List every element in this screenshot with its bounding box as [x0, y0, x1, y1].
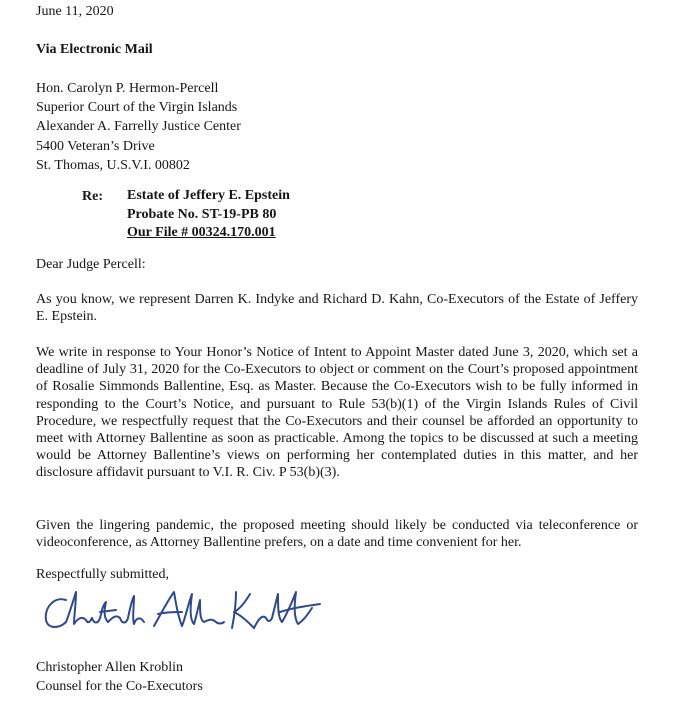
recipient-city: St. Thomas, U.S.V.I. 00802 [36, 157, 190, 173]
re-estate: Estate of Jeffery E. Epstein [127, 188, 290, 203]
paragraph-3: Given the lingering pandemic, the proposed meeting should likely be conducted via teleconference or videoconference, as Attorney Ballentine prefers, on a date and time convenient for her. [36, 518, 638, 551]
signer-title: Counsel for the Co-Executors [36, 679, 203, 694]
delivery-method: Via Electronic Mail [36, 42, 153, 57]
paragraph-2: We write in response to Your Honor’s Notice of Intent to Appoint Master dated June 3, 2020, which set a deadline of July 31, 2020 for the Co-Executors to object or comment on the Court’s proposed appointment of Rosalie Simmonds Ballentine, Esq. as Master. Because the Co-Executors wish to be fully informed in responding to the Court’s Notice, and pursuant to Rule 53(b)(1) of the Virgin Islands Rules of Civil Procedure, we respectfully request that the Co-Executors and their counsel be afforded an opportunity to meet with Attorney Ballentine as soon as practicable. Among the topics to be discussed at such a meeting would be Attorney Ballentine’s views on performing her contemplated duties in this matter, and her disclosure affidavit pursuant to V.I. R. Civ. P 53(b)(3). [36, 345, 638, 481]
signer-block [36, 658, 203, 696]
letter-date: June 11, 2020 [36, 4, 114, 19]
recipient-street: 5400 Veteran’s Drive [36, 138, 155, 154]
paragraph-1: As you know, we represent Darren K. Indyke and Richard D. Kahn, Co-Executors of the Estate of Jeffery E. Epstein. [36, 292, 638, 325]
handwritten-signature [36, 578, 326, 638]
closing: Respectfully submitted, [36, 567, 169, 582]
signer-name: Christopher Allen Kroblin [36, 660, 183, 675]
recipient-name: Hon. Carolyn P. Hermon-Percell [36, 81, 219, 96]
recipient-building: Alexander A. Farrelly Justice Center [36, 119, 241, 135]
re-block [127, 187, 290, 243]
re-probate: Probate No. ST-19-PB 80 [127, 206, 277, 222]
salutation: Dear Judge Percell: [36, 257, 146, 272]
recipient-address [36, 79, 241, 175]
recipient-court: Superior Court of the Virgin Islands [36, 100, 238, 116]
re-file-number: Our File # 00324.170.001 [127, 225, 276, 240]
re-label: Re: [82, 189, 103, 204]
